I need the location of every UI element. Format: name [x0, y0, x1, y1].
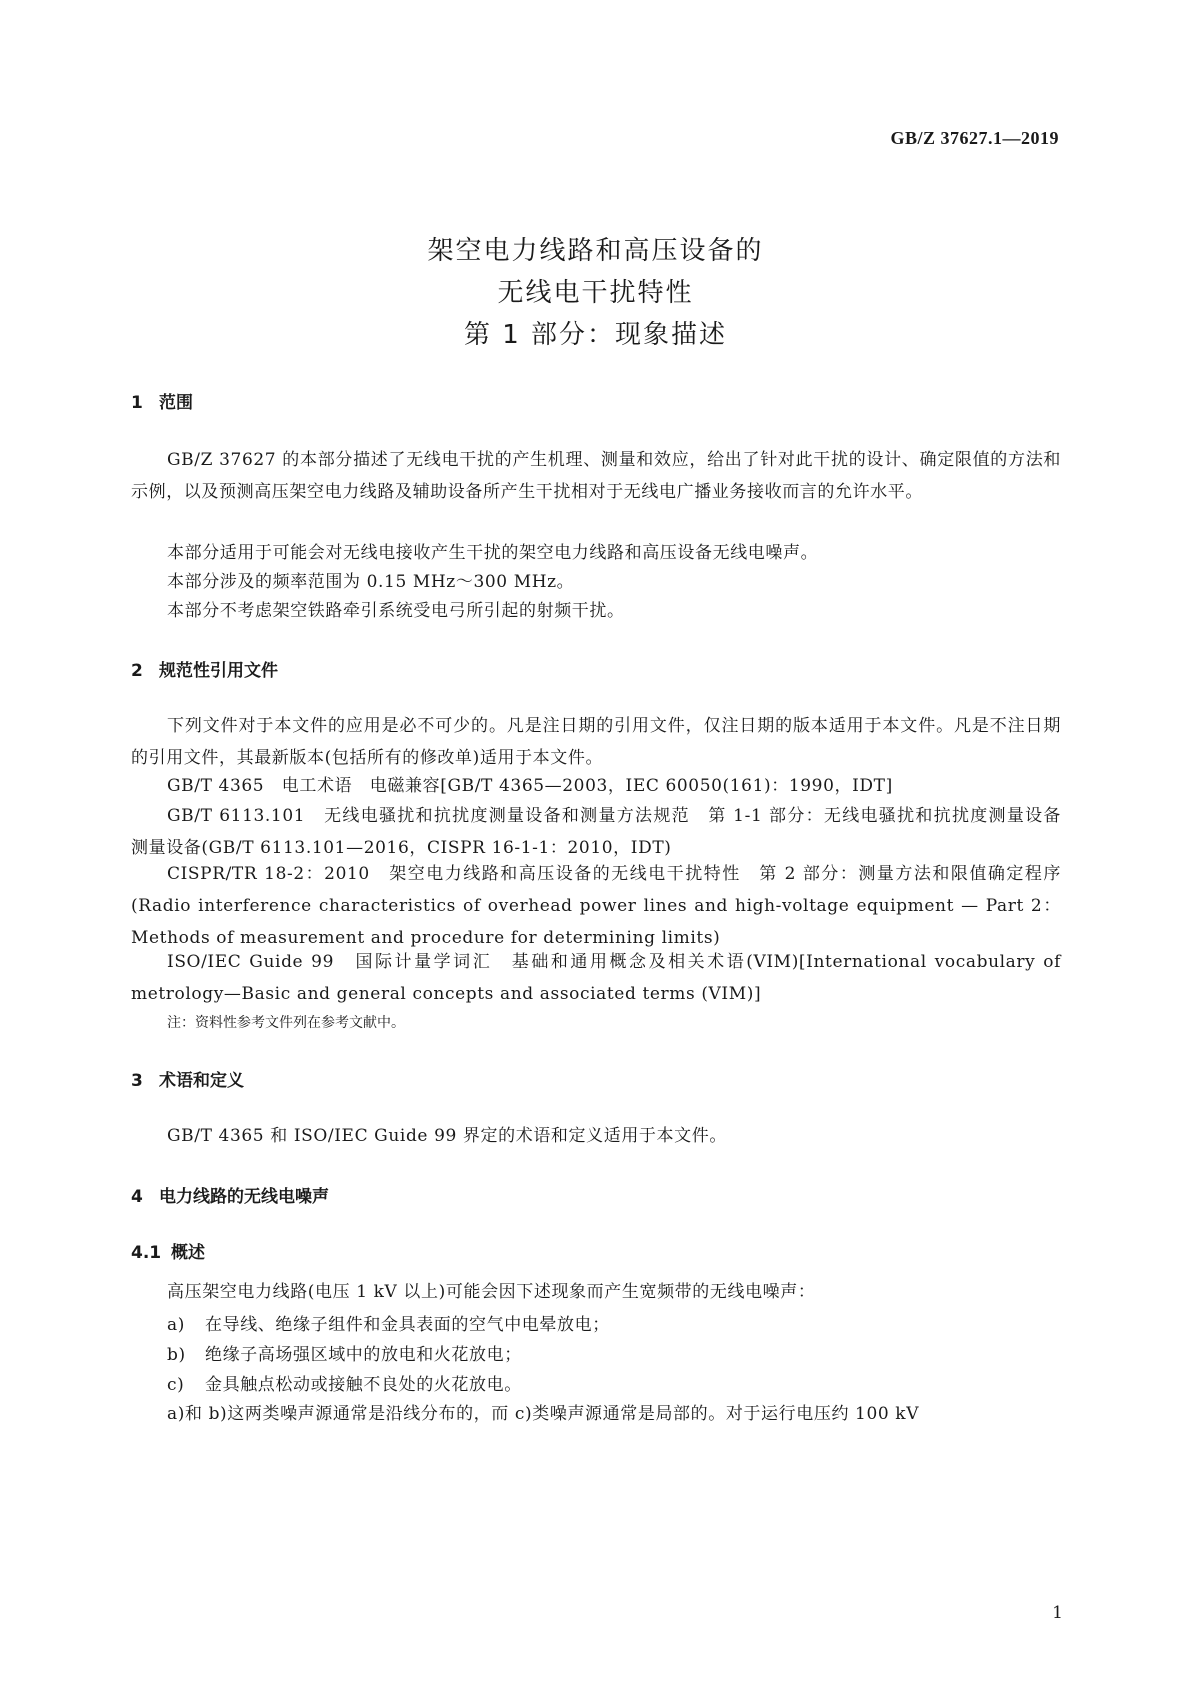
reference-entry: ISO/IEC Guide 99 国际计量学词汇 基础和通用概念及相关术语(VIM)[International vocabulary of metrology—Basic and general concepts and associated terms (VIM)] — [131, 952, 1061, 1004]
subsection-number: 4.1 — [131, 1243, 162, 1263]
paragraph: 本部分不考虑架空铁路牵引系统受电弓所引起的射频干扰。 — [167, 601, 625, 621]
section-number: 4 — [131, 1187, 143, 1207]
paragraph: a)和 b)这两类噪声源通常是沿线分布的，而 c)类噪声源通常是局部的。对于运行电压约 100 kV — [167, 1404, 920, 1424]
section-title: 规范性引用文件 — [159, 661, 278, 681]
section-title: 范围 — [159, 393, 193, 413]
section-number: 2 — [131, 661, 143, 681]
section-number: 3 — [131, 1071, 143, 1091]
section-title: 电力线路的无线电噪声 — [159, 1187, 329, 1207]
reference-entry: GB/T 6113.101 无线电骚扰和抗扰度测量设备和测量方法规范 第 1-1 部分：无线电骚扰和抗扰度测量设备 测量设备(GB/T 6113.101—2016，CISPR 16-1-1：2010，IDT) — [131, 806, 1079, 858]
page-number: 1 — [1052, 1603, 1063, 1623]
title-line-1: 架空电力线路和高压设备的 — [427, 236, 764, 266]
section-1-heading — [131, 388, 193, 413]
reference-entry: CISPR/TR 18-2：2010 架空电力线路和高压设备的无线电干扰特性 第 2 部分：测量方法和限值确定程序(Radio interference characteristics of overhead power lines and high-voltage equipment — Part 2：Methods of measurement and procedure for determining limits) — [131, 864, 1061, 948]
standard-code: GB/Z 37627.1—2019 — [890, 128, 1059, 148]
list-item-label: a) — [167, 1315, 185, 1335]
list-item — [167, 1310, 610, 1335]
reference-entry: GB/T 4365 电工术语 电磁兼容[GB/T 4365—2003，IEC 60050(161)：1990，IDT] — [167, 776, 893, 796]
paragraph: 下列文件对于本文件的应用是必不可少的。凡是注日期的引用文件，仅注日期的版本适用于本文件。凡是不注日期的引用文件，其最新版本(包括所有的修改单)适用于本文件。 — [131, 716, 1061, 768]
title-line-2: 无线电干扰特性 — [497, 278, 694, 308]
subsection-4-1-heading — [131, 1238, 205, 1263]
list-item-text: 绝缘子高场强区域中的放电和火花放电； — [205, 1345, 522, 1365]
section-title: 术语和定义 — [159, 1071, 244, 1091]
list-item — [167, 1340, 522, 1365]
paragraph: 高压架空电力线路(电压 1 kV 以上)可能会因下述现象而产生宽频带的无线电噪声： — [167, 1282, 816, 1302]
document-title — [0, 230, 1191, 356]
title-line-3: 第 1 部分：现象描述 — [463, 320, 728, 350]
list-item — [167, 1370, 522, 1395]
list-item-label: c) — [167, 1375, 185, 1395]
section-2-heading — [131, 656, 278, 681]
paragraph: GB/Z 37627 的本部分描述了无线电干扰的产生机理、测量和效应，给出了针对此干扰的设计、确定限值的方法和示例，以及预测高压架空电力线路及辅助设备所产生干扰相对于无线电广播业务接收而言的允许水平。 — [131, 450, 1061, 502]
paragraph: 本部分涉及的频率范围为 0.15 MHz～300 MHz。 — [167, 572, 575, 592]
section-3-heading — [131, 1066, 244, 1091]
list-item-text: 在导线、绝缘子组件和金具表面的空气中电晕放电； — [205, 1315, 610, 1335]
note: 注：资料性参考文件列在参考文献中。 — [167, 1015, 405, 1031]
section-number: 1 — [131, 393, 143, 413]
paragraph: GB/T 4365 和 ISO/IEC Guide 99 界定的术语和定义适用于本文件。 — [167, 1126, 727, 1146]
list-item-text: 金具触点松动或接触不良处的火花放电。 — [205, 1375, 522, 1395]
section-4-heading — [131, 1182, 329, 1207]
paragraph: 本部分适用于可能会对无线电接收产生干扰的架空电力线路和高压设备无线电噪声。 — [167, 543, 819, 563]
list-item-label: b) — [167, 1345, 186, 1365]
subsection-title: 概述 — [171, 1243, 205, 1263]
